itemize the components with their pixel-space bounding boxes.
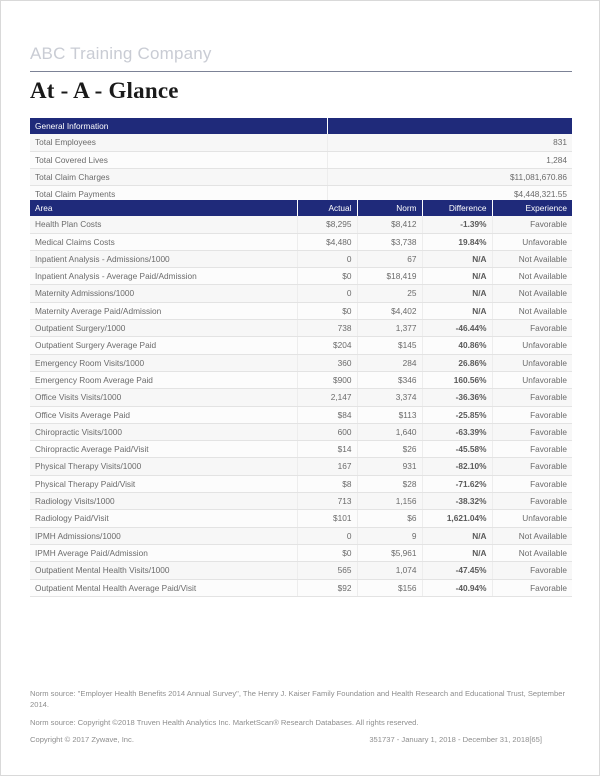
cell-difference: -45.58% xyxy=(422,441,492,458)
cell-area: Inpatient Analysis - Admissions/1000 xyxy=(30,250,297,267)
cell-norm: 67 xyxy=(357,250,422,267)
table-row xyxy=(30,493,572,510)
cell-area: Office Visits Average Paid xyxy=(30,406,297,423)
cell-norm: 9 xyxy=(357,527,422,544)
cell-experience: Unfavorable xyxy=(492,233,572,250)
table-header-row xyxy=(30,118,572,134)
table-row xyxy=(30,320,572,337)
cell-area: IPMH Admissions/1000 xyxy=(30,527,297,544)
cell-experience: Favorable xyxy=(492,406,572,423)
table-row xyxy=(30,423,572,440)
cell-difference: -1.39% xyxy=(422,216,492,233)
page-title: At - A - Glance xyxy=(30,78,179,103)
gi-header-label: General Information xyxy=(30,118,327,134)
cell-difference: 1,621.04% xyxy=(422,510,492,527)
cell-norm: $145 xyxy=(357,337,422,354)
cell-difference: N/A xyxy=(422,268,492,285)
table-row xyxy=(30,579,572,596)
cell-actual: 0 xyxy=(297,527,357,544)
gi-row-label: Total Employees xyxy=(30,134,327,151)
cell-actual: 167 xyxy=(297,458,357,475)
norm-source-1: Norm source: "Employer Health Benefits 2014 Annual Survey", The Henry J. Kaiser Family Foundation and Health Research and Educational Trust, September 2014. xyxy=(30,689,565,710)
cell-experience: Not Available xyxy=(492,250,572,267)
cell-difference: -36.36% xyxy=(422,389,492,406)
table-row xyxy=(30,510,572,527)
col-header-area: Area xyxy=(30,200,297,216)
cell-difference: N/A xyxy=(422,527,492,544)
cell-area: Medical Claims Costs xyxy=(30,233,297,250)
cell-difference: -38.32% xyxy=(422,493,492,510)
company-name: ABC Training Company xyxy=(30,44,212,63)
cell-experience: Favorable xyxy=(492,493,572,510)
table-row xyxy=(30,337,572,354)
cell-experience: Unfavorable xyxy=(492,354,572,371)
report-period-info: 351737 - January 1, 2018 - December 31, 2018[65] xyxy=(369,735,542,745)
cell-actual: $101 xyxy=(297,510,357,527)
cell-difference: N/A xyxy=(422,285,492,302)
cell-area: Maternity Average Paid/Admission xyxy=(30,302,297,319)
cell-actual: 713 xyxy=(297,493,357,510)
cell-actual: $0 xyxy=(297,544,357,561)
cell-experience: Favorable xyxy=(492,475,572,492)
cell-actual: $92 xyxy=(297,579,357,596)
table-header-row xyxy=(30,200,572,216)
cell-norm: $5,961 xyxy=(357,544,422,561)
cell-difference: N/A xyxy=(422,250,492,267)
cell-area: Emergency Room Visits/1000 xyxy=(30,354,297,371)
cell-experience: Not Available xyxy=(492,285,572,302)
table-row xyxy=(30,562,572,579)
cell-area: Outpatient Surgery Average Paid xyxy=(30,337,297,354)
report-footer xyxy=(30,688,572,746)
cell-norm: $4,402 xyxy=(357,302,422,319)
cell-difference: -47.45% xyxy=(422,562,492,579)
cell-area: Inpatient Analysis - Average Paid/Admission xyxy=(30,268,297,285)
cell-experience: Not Available xyxy=(492,544,572,561)
table-row xyxy=(30,475,572,492)
cell-norm: $6 xyxy=(357,510,422,527)
table-row xyxy=(30,216,572,233)
cell-area: Chiropractic Average Paid/Visit xyxy=(30,441,297,458)
cell-experience: Favorable xyxy=(492,441,572,458)
cell-experience: Favorable xyxy=(492,579,572,596)
cell-norm: 1,156 xyxy=(357,493,422,510)
cell-experience: Not Available xyxy=(492,268,572,285)
cell-actual: $0 xyxy=(297,268,357,285)
table-row xyxy=(30,151,572,168)
gi-row-value: $11,081,670.86 xyxy=(327,168,572,185)
cell-experience: Unfavorable xyxy=(492,337,572,354)
cell-area: Physical Therapy Paid/Visit xyxy=(30,475,297,492)
area-metrics-table xyxy=(30,200,572,597)
cell-norm: $26 xyxy=(357,441,422,458)
gi-row-label: Total Claim Charges xyxy=(30,168,327,185)
col-header-experience: Experience xyxy=(492,200,572,216)
cell-area: Radiology Visits/1000 xyxy=(30,493,297,510)
cell-area: Chiropractic Visits/1000 xyxy=(30,423,297,440)
cell-actual: 360 xyxy=(297,354,357,371)
cell-norm: 3,374 xyxy=(357,389,422,406)
cell-area: Outpatient Mental Health Visits/1000 xyxy=(30,562,297,579)
cell-area: Health Plan Costs xyxy=(30,216,297,233)
cell-area: Maternity Admissions/1000 xyxy=(30,285,297,302)
col-header-actual: Actual xyxy=(297,200,357,216)
cell-area: Outpatient Mental Health Average Paid/Visit xyxy=(30,579,297,596)
cell-experience: Favorable xyxy=(492,216,572,233)
cell-difference: 40.86% xyxy=(422,337,492,354)
cell-difference: 19.84% xyxy=(422,233,492,250)
cell-difference: -40.94% xyxy=(422,579,492,596)
col-header-norm: Norm xyxy=(357,200,422,216)
cell-norm: $28 xyxy=(357,475,422,492)
report-content xyxy=(30,1,572,777)
cell-norm: 1,074 xyxy=(357,562,422,579)
gi-row-label: Total Claim Payments xyxy=(30,186,327,203)
cell-actual: 738 xyxy=(297,320,357,337)
cell-actual: 0 xyxy=(297,285,357,302)
cell-experience: Favorable xyxy=(492,320,572,337)
table-row xyxy=(30,406,572,423)
gi-row-value: 1,284 xyxy=(327,151,572,168)
table-row xyxy=(30,371,572,388)
cell-actual: $900 xyxy=(297,371,357,388)
cell-experience: Not Available xyxy=(492,527,572,544)
cell-norm: 25 xyxy=(357,285,422,302)
table-row xyxy=(30,168,572,185)
cell-area: IPMH Average Paid/Admission xyxy=(30,544,297,561)
cell-norm: 284 xyxy=(357,354,422,371)
table-row xyxy=(30,527,572,544)
title-divider xyxy=(30,71,572,72)
cell-norm: $346 xyxy=(357,371,422,388)
cell-norm: $3,738 xyxy=(357,233,422,250)
norm-source-2: Norm source: Copyright ©2018 Truven Health Analytics Inc. MarketScan® Research Databases. All rights reserved. xyxy=(30,717,419,727)
table-row xyxy=(30,544,572,561)
cell-norm: 1,377 xyxy=(357,320,422,337)
cell-norm: 1,640 xyxy=(357,423,422,440)
cell-difference: -71.62% xyxy=(422,475,492,492)
cell-area: Physical Therapy Visits/1000 xyxy=(30,458,297,475)
table-row xyxy=(30,441,572,458)
cell-difference: -46.44% xyxy=(422,320,492,337)
cell-actual: $204 xyxy=(297,337,357,354)
cell-experience: Favorable xyxy=(492,562,572,579)
cell-experience: Favorable xyxy=(492,423,572,440)
cell-experience: Unfavorable xyxy=(492,510,572,527)
table-row xyxy=(30,233,572,250)
table-row xyxy=(30,458,572,475)
gi-row-value: 831 xyxy=(327,134,572,151)
cell-actual: $8,295 xyxy=(297,216,357,233)
table-row xyxy=(30,250,572,267)
cell-difference: 26.86% xyxy=(422,354,492,371)
table-row xyxy=(30,354,572,371)
table-row xyxy=(30,285,572,302)
cell-actual: 0 xyxy=(297,250,357,267)
gi-row-value: $4,448,321.55 xyxy=(327,186,572,203)
cell-actual: 2,147 xyxy=(297,389,357,406)
cell-area: Outpatient Surgery/1000 xyxy=(30,320,297,337)
gi-row-label: Total Covered Lives xyxy=(30,151,327,168)
cell-actual: $14 xyxy=(297,441,357,458)
cell-experience: Favorable xyxy=(492,458,572,475)
general-information-table xyxy=(30,118,572,203)
cell-norm: $113 xyxy=(357,406,422,423)
cell-difference: -63.39% xyxy=(422,423,492,440)
cell-area: Emergency Room Average Paid xyxy=(30,371,297,388)
cell-norm: $18,419 xyxy=(357,268,422,285)
cell-difference: 160.56% xyxy=(422,371,492,388)
table-row xyxy=(30,268,572,285)
cell-experience: Unfavorable xyxy=(492,371,572,388)
cell-actual: $84 xyxy=(297,406,357,423)
table-row xyxy=(30,302,572,319)
cell-actual: $0 xyxy=(297,302,357,319)
cell-difference: N/A xyxy=(422,544,492,561)
cell-area: Office Visits Visits/1000 xyxy=(30,389,297,406)
cell-norm: $8,412 xyxy=(357,216,422,233)
cell-difference: N/A xyxy=(422,302,492,319)
col-header-difference: Difference xyxy=(422,200,492,216)
cell-difference: -25.85% xyxy=(422,406,492,423)
cell-actual: 565 xyxy=(297,562,357,579)
table-row xyxy=(30,134,572,151)
cell-experience: Favorable xyxy=(492,389,572,406)
copyright-notice: Copyright © 2017 Zywave, Inc. xyxy=(30,735,134,745)
cell-actual: $4,480 xyxy=(297,233,357,250)
cell-norm: 931 xyxy=(357,458,422,475)
cell-actual: 600 xyxy=(297,423,357,440)
gi-header-value xyxy=(327,118,572,134)
cell-area: Radiology Paid/Visit xyxy=(30,510,297,527)
cell-difference: -82.10% xyxy=(422,458,492,475)
cell-experience: Not Available xyxy=(492,302,572,319)
cell-actual: $8 xyxy=(297,475,357,492)
cell-norm: $156 xyxy=(357,579,422,596)
table-row xyxy=(30,389,572,406)
